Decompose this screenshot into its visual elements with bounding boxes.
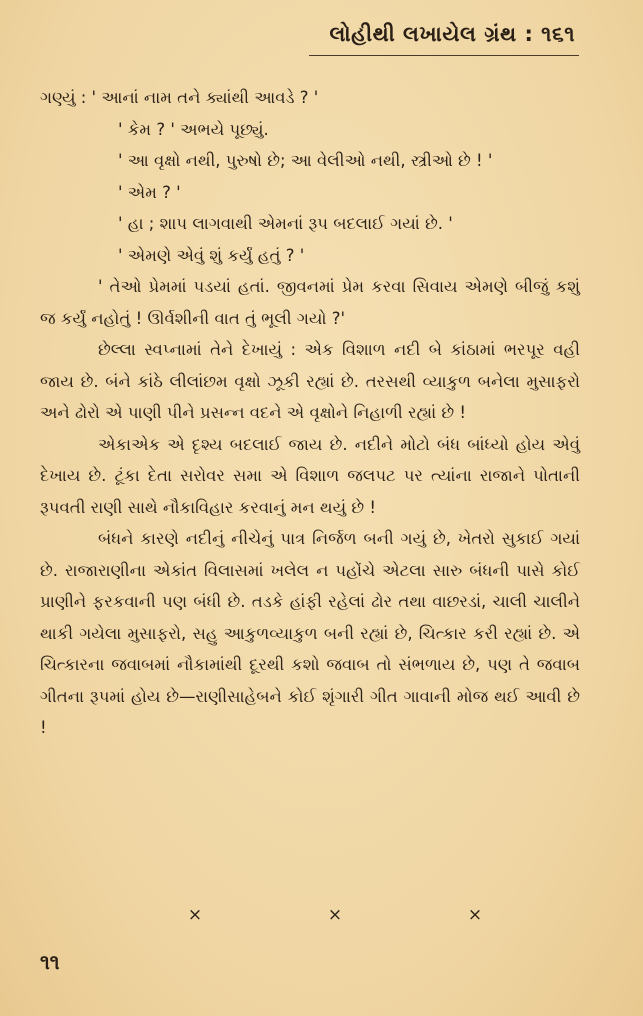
paragraph: એકાએક એ દૃશ્ય બદલાઈ જાય છે. નદીને મોટો બંધ બાંધ્યો હોય એવું દેખાય છે. ટૂંકા દેતા સરોવર સમા એ વિશાળ જલપટ પર ત્યાંના રાજાને પોતાની રૂપવતી રાણી સાથે નૌકાવિહાર કરવાનું મન થયું છે ! (40, 434, 580, 517)
section-mark: × (187, 905, 203, 925)
body-text (40, 82, 580, 744)
paragraph: ' કેમ ? ' અભયે પૂછ્યું. (118, 119, 269, 139)
paragraph: ' એમણે એવું શું કર્યું હતું ? ' (118, 245, 305, 265)
header-rule (309, 55, 579, 56)
section-mark: × (467, 905, 483, 925)
running-title: લોહીથી લખાયેલ ગ્રંથ : ૧૬૧ (329, 22, 575, 46)
paragraph: ' એમ ? ' (118, 182, 181, 202)
paragraph: ' આ વૃક્ષો નથી, પુરુષો છે; આ વેલીઓ નથી, સ્ત્રીઓ છે ! ' (118, 151, 493, 170)
paragraph: ગણ્યું : ' આનાં નામ તને ક્યાંથી આવડે ? ' (40, 88, 319, 107)
section-mark: × (327, 905, 343, 925)
section-break-marks (185, 905, 485, 925)
page-folio: ૧૧ (40, 950, 60, 974)
paragraph: છેલ્લા સ્વપ્નામાં તેને દેખાયું : એક વિશાળ નદી બે કાંઠામાં ભરપૂર વહી જાય છે. બંને કાંઠે લીલાંછમ વૃક્ષો ઝૂકી રહ્યાં છે. તરસથી વ્યાકુળ બનેલા મુસાફરો અને ઢોરો એ પાણી પીને પ્રસન્ન વદને એ વૃક્ષોને નિહાળી રહ્યાં છે ! (40, 340, 580, 422)
paragraph: ' હા ; શાપ લાગવાથી એમનાં રૂપ બદલાઈ ગયાં છે. ' (118, 214, 453, 233)
paragraph: બંધને કારણે નદીનું નીચેનું પાત્ર નિર્જળ બની ગયું છે, ખેતરો સુકાઈ ગયાં છે. રાજારાણીના એકાંત વિલાસમાં ખલેલ ન પહોંચે એટલા સારુ બંધની પાસે કોઈ પ્રાણીને ફરકવાની પણ બંધી છે. તડકે હાંફી રહેલાં ઢોર તથા વાછરડાં, ચાલી ચાલીને થાકી ગયેલા મુસાફરો, સહુ આકુળવ્યાકુળ બની રહ્યાં છે, ચિત્કાર કરી રહ્યાં છે. એ ચિત્કારના જવાબમાં નૌકામાંથી દૂરથી કશો જવાબ તો સંભળાય છે, પણ તે જવાબ ગીતના રૂપમાં હોય છે—રાણીસાહેબને કોઈ શૃંગારી ગીત ગાવાની મોજ થઈ આવી છે ! (40, 529, 580, 737)
paragraph: ' તેઓ પ્રેમમાં પડયાં હતાં. જીવનમાં પ્રેમ કરવા સિવાય એમણે બીજું કશું જ કર્યું નહોતું ! ઊર્વશીની વાત તું ભૂલી ગયો ?' (40, 277, 580, 328)
